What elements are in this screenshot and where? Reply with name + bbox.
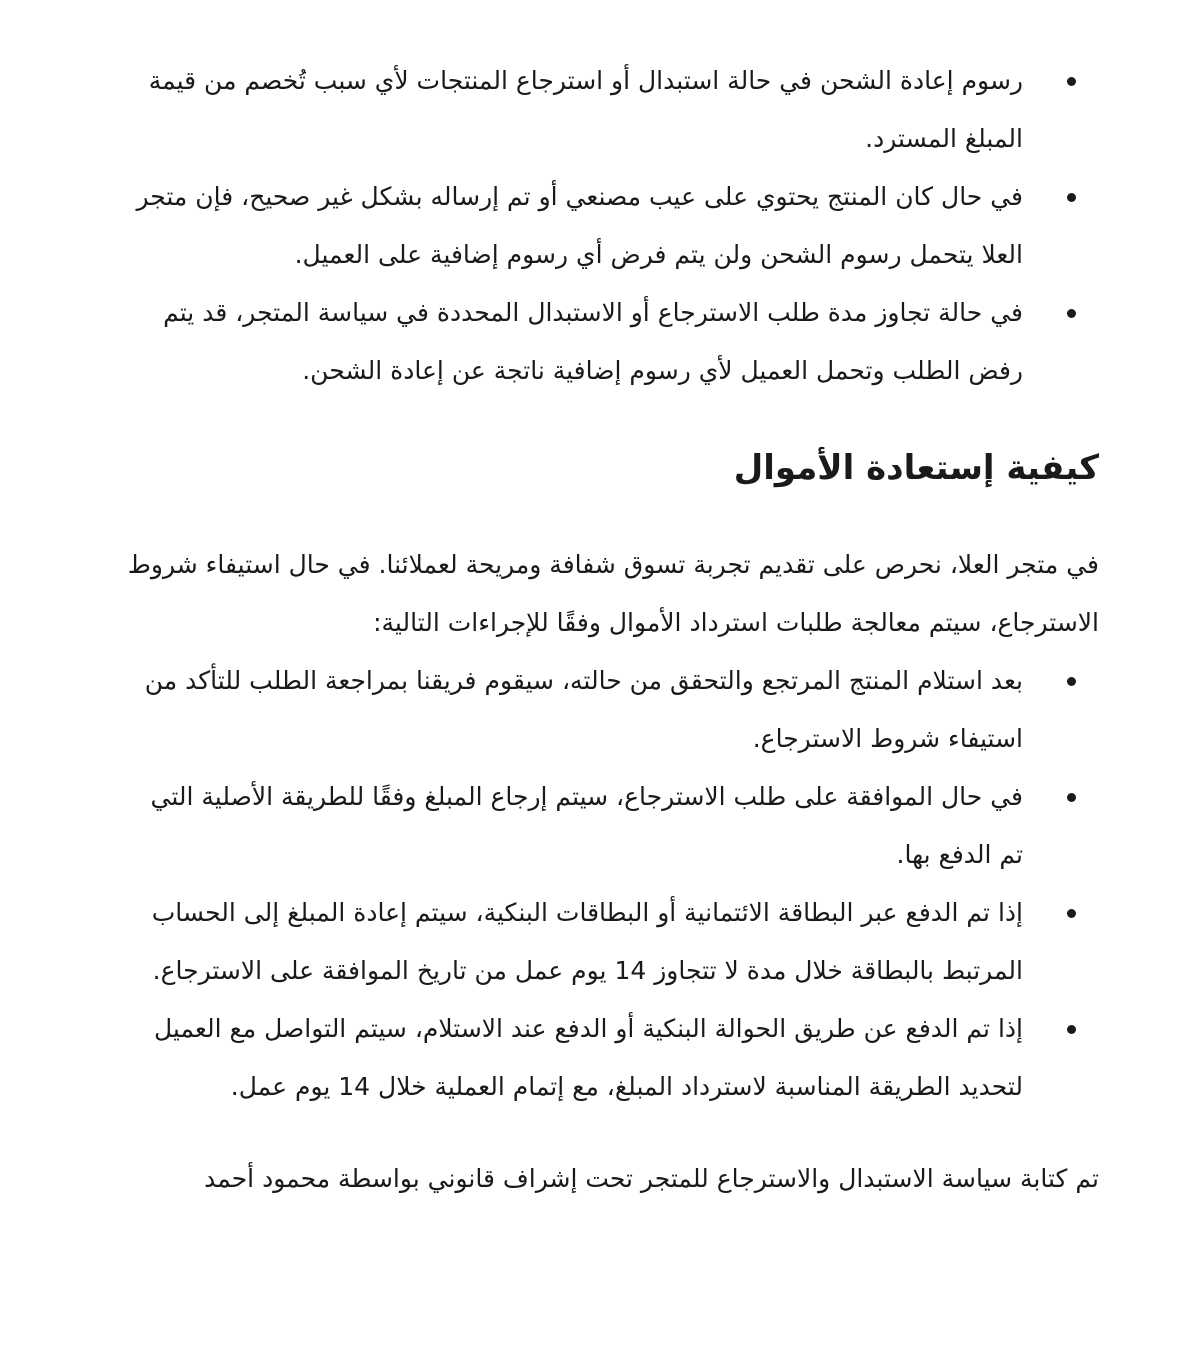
bullet-icon bbox=[1067, 77, 1076, 86]
policy-document bbox=[119, 52, 1099, 1208]
list-item bbox=[119, 1000, 1023, 1116]
list-item-text: إذا تم الدفع عن طريق الحوالة البنكية أو الدفع عند الاستلام، سيتم التواصل مع العميل لتحديد الطريقة المناسبة لاسترداد المبلغ، مع إتمام العملية خلال 14 يوم عمل. bbox=[153, 1014, 1023, 1101]
bullet-icon bbox=[1067, 909, 1076, 918]
list-item-text: في حال كان المنتج يحتوي على عيب مصنعي أو تم إرساله بشكل غير صحيح، فإن متجر العلا يتحمل رسوم الشحن ولن يتم فرض أي رسوم إضافية على العميل. bbox=[136, 182, 1023, 269]
list-item bbox=[119, 52, 1023, 168]
list-item bbox=[119, 768, 1023, 884]
refund-heading: كيفية إستعادة الأموال bbox=[733, 448, 1099, 488]
bullet-icon bbox=[1067, 677, 1076, 686]
legal-footer-note: تم كتابة سياسة الاستبدال والاسترجاع للمتجر تحت إشراف قانوني بواسطة محمود أحمد bbox=[204, 1164, 1099, 1193]
shipping-fees-list bbox=[119, 52, 1099, 400]
bullet-icon bbox=[1067, 1025, 1076, 1034]
list-item-text: إذا تم الدفع عبر البطاقة الائتمانية أو البطاقات البنكية، سيتم إعادة المبلغ إلى الحساب المرتبط بالبطاقة خلال مدة لا تتجاوز 14 يوم عمل من تاريخ الموافقة على الاسترجاع. bbox=[151, 898, 1023, 985]
refund-steps-list bbox=[119, 652, 1099, 1116]
list-item-text: في حالة تجاوز مدة طلب الاسترجاع أو الاستبدال المحددة في سياسة المتجر، قد يتم رفض الطلب وتحمل العميل لأي رسوم إضافية ناتجة عن إعادة الشحن. bbox=[163, 298, 1023, 385]
list-item bbox=[119, 168, 1023, 284]
refund-intro: في متجر العلا، نحرص على تقديم تجربة تسوق شفافة ومريحة لعملائنا. في حال استيفاء شروط الاسترجاع، سيتم معالجة طلبات استرداد الأموال وفقًا للإجراءات التالية: bbox=[127, 550, 1099, 637]
list-item bbox=[119, 284, 1023, 400]
bullet-icon bbox=[1067, 309, 1076, 318]
bullet-icon bbox=[1067, 193, 1076, 202]
list-item bbox=[119, 652, 1023, 768]
list-item-text: رسوم إعادة الشحن في حالة استبدال أو استرجاع المنتجات لأي سبب تُخصم من قيمة المبلغ المسترد. bbox=[148, 66, 1023, 153]
list-item bbox=[119, 884, 1023, 1000]
list-item-text: في حال الموافقة على طلب الاسترجاع، سيتم إرجاع المبلغ وفقًا للطريقة الأصلية التي تم الدفع بها. bbox=[150, 782, 1023, 869]
bullet-icon bbox=[1067, 793, 1076, 802]
list-item-text: بعد استلام المنتج المرتجع والتحقق من حالته، سيقوم فريقنا بمراجعة الطلب للتأكد من استيفاء شروط الاسترجاع. bbox=[144, 666, 1023, 753]
